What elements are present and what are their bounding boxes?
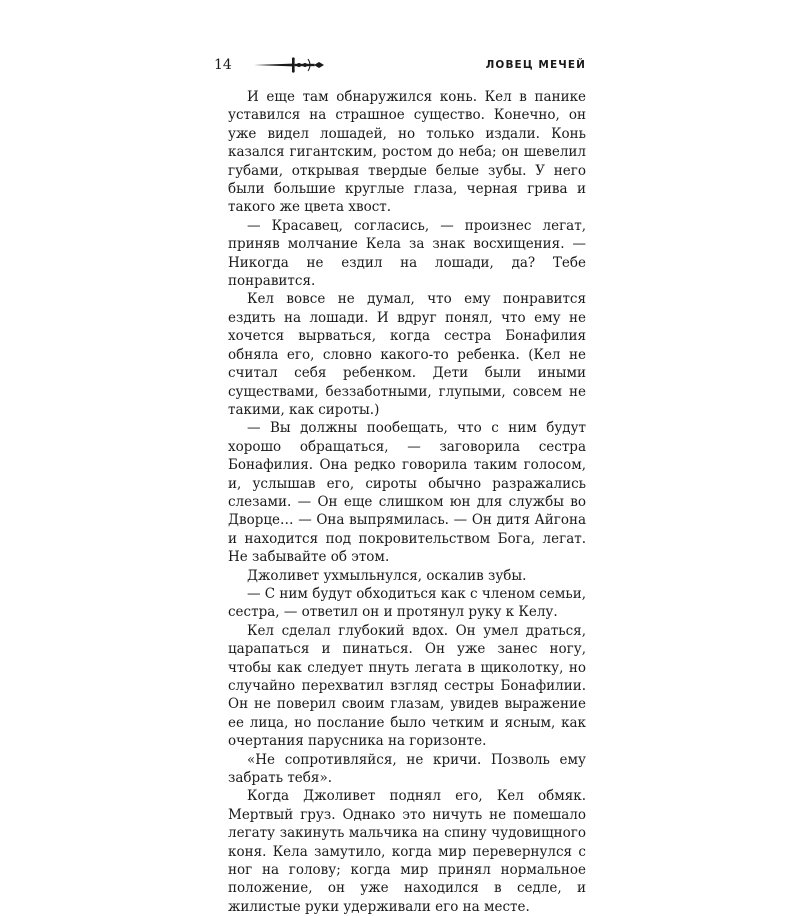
paragraph: И еще там обнаружился конь. Кел в панике уставился на страшное существо. Конечно, он уже видел лошадей, но только издали. Конь казался гигантским, ростом до неба; он шевелил губами, открывая твердые белые зубы. У него были большие круглые глаза, черная грива и такого же цвета хвост.: [228, 89, 586, 216]
page-number: 14: [214, 57, 232, 73]
paragraph: — Вы должны пообещать, что с ним будут хорошо обращаться, — заговорила сестра Бонафилия. Она редко говорила таким голосом, и, услышав его, сироты обычно разражались слезами. — Он еще слишком юн для службы во Дворце… — Она выпрямилась. — Он дитя Айгона и находится под покровительством Бога, легат. Не забывайте об этом.: [228, 420, 586, 566]
sword-ornament-icon: [252, 57, 326, 73]
body-text: [228, 88, 586, 916]
paragraph: — Красавец, согласись, — произнес легат, приняв молчание Кела за знак восхищения. — Никогда не ездил на лошади, да? Тебе понравится.: [228, 217, 586, 290]
paragraph: Кел сделал глубокий вдох. Он умел драться, царапаться и пинаться. Он уже занес ногу, чтобы как следует пнуть легата в щиколотку, но случайно перехватил взгляд сестры Бонафилии. Он не поверил своим глазам, увидев выражение ее лица, но послание было четким и ясным, как очертания парусника на горизонте.: [228, 622, 586, 750]
page-header: [214, 56, 586, 76]
paragraph: Джоливет ухмыльнулся, оскалив зубы.: [247, 567, 527, 584]
paragraph: Кел вовсе не думал, что ему понравится ездить на лошади. И вдруг понял, что ему не хочется вырваться, когда сестра Бонафилия обняла его, словно какого-то ребенка. (Кел не считал себя ребенком. Дети были иными существами, беззаботными, глупыми, совсем не такими, как сироты.): [228, 291, 586, 418]
paragraph: «Не сопротивляйся, не кричи. Позволь ему забрать тебя».: [228, 751, 586, 787]
running-title: ЛОВЕЦ МЕЧЕЙ: [485, 59, 586, 71]
paragraph: Когда Джоливет поднял его, Кел обмяк. Мертвый груз. Однако это ничуть не помешало легату закинуть мальчика на спину чудовищного коня. Кела замутило, когда мир перевернулся с ног на голову; когда мир принял нормальное положение, он уже находился в седле, и жилистые руки удерживали его на месте.: [228, 788, 586, 915]
paragraph: — С ним будут обходиться как с членом семьи, сестра, — ответил он и протянул руку к Келу.: [228, 585, 586, 621]
